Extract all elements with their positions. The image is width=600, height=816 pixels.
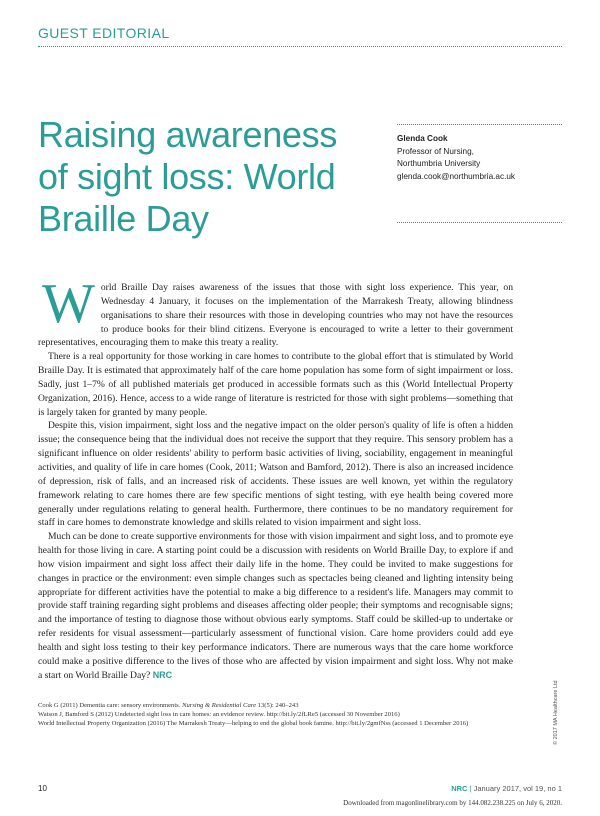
author-role: Professor of Nursing, (397, 146, 474, 156)
section-label: GUEST EDITORIAL (38, 25, 170, 41)
reference-item: World Intellectual Property Organization (2016) The Marrakesh Treaty—helping to end the global book famine. http://bit.ly/2gmfNss (accessed 1 December 2016) (38, 720, 469, 727)
reference-item: Watson J, Bamford S (2012) Undetected sight loss in care homes: an evidence review. http://bit.ly/2fLRe5 (accessed 30 November 2016) (38, 711, 400, 718)
article-body (38, 273, 513, 682)
author-block (397, 133, 515, 183)
author-divider-top (397, 124, 562, 125)
drop-cap: W (42, 273, 95, 335)
journal-issue: January 2017, vol 19, no 1 (473, 784, 562, 793)
paragraph-1 (38, 273, 513, 350)
paragraph-4 (38, 530, 513, 682)
top-divider (38, 46, 562, 47)
reference-item: Cook G (2011) Dementia care: sensory environments. Nursing & Residential Care 13(5): 240–243 (38, 702, 299, 709)
author-affiliation: Northumbria University (397, 159, 481, 168)
references (38, 701, 508, 728)
end-mark-logo: NRC (152, 669, 173, 680)
author-name: Glenda Cook (397, 134, 448, 143)
author-divider-bottom (397, 222, 562, 223)
footer-separator: | (469, 784, 472, 793)
page-number: 10 (38, 784, 47, 793)
author-email[interactable]: glenda.cook@northumbria.ac.uk (397, 171, 515, 181)
journal-logo: NRC (451, 784, 468, 793)
paragraph-2: There is a real opportunity for those working in care homes to contribute to the global effort that is stimulated by World Braille Day. It is estimated that approximately half of the care home population has some form of sight impairment or loss. Sadly, just 1–7% of all published materials get produced in accessible formats such as this (World Intellectual Property Organization, 2016). Hence, access to a wide range of literature is restricted for those with sight problems—something that is largely taken for granted by many people. (38, 351, 513, 418)
paragraph-3: Despite this, vision impairment, sight loss and the negative impact on the older person's quality of life is often a hidden issue; the consequence being that the individual does not receive the support that they require. This sensory problem has a significant influence on older residents' ability to perform basic activities of living, sociability, engagement in meaningful activities, and quality of life in care homes (Cook, 2011; Watson and Bamford, 2012). There is also an increased incidence of depression, risk of falls, and an increased risk of accidents. These issues are well known, yet within the regulatory framework relating to care homes there are few specific mentions of sight testing, with eye health being covered more generally under regulations relating to general health. Furthermore, there continues to be no mandatory requirement for staff in care homes to demonstrate knowledge and skills related to vision impairment and sight loss. (38, 420, 513, 529)
paragraph-1-text: orld Braille Day raises awareness of the issues that those with sight loss experience. This year, on Wednesday 4 January, it focuses on the implementation of the Marrakesh Treaty, allowing blindness organisations to share their resources with those in developing countries who may not have the resources to produce books for their blind citizens. Everyone is encouraged to write a letter to their government representatives, encouraging them to make this treaty a reality. (38, 282, 513, 349)
paragraph-4-text: Much can be done to create supportive environments for those with vision impairment and sight loss, and to promote eye health for those living in care. A starting point could be a discussion with residents on World Braille Day, to explore if and how vision impairment and sight loss affect their daily life in the home. They could be invited to make suggestions for changes in practice or the environment: even simple changes such as spectacles being cleaned and lighting intensity being appropriate for different activities have the potential to make a big difference to a resident's life. Managers may commit to provide staff training regarding sight problems and diseases affecting older people; their symptoms and recognisable signs; and the importance of testing to diagnose those without obvious early symptoms. Staff could be skilled-up to undertake or refer residents for visual assessment—particularly assessment of functional vision. Care home providers could add eye health and sight loss testing to their key performance indicators. There are numerous ways that the care home workforce could make a positive difference to the lives of those who are affected by vision impairment and sight loss. Why not make a start on World Braille Day? (38, 531, 513, 681)
download-note: Downloaded from magonlinelibrary.com by 144.082.238.225 on July 6, 2020. (343, 799, 562, 807)
article-title: Raising awareness of sight loss: World Braille Day (38, 114, 338, 239)
copyright-notice: © 2017 MA Healthcare Ltd (553, 680, 559, 745)
journal-footer (451, 784, 562, 793)
